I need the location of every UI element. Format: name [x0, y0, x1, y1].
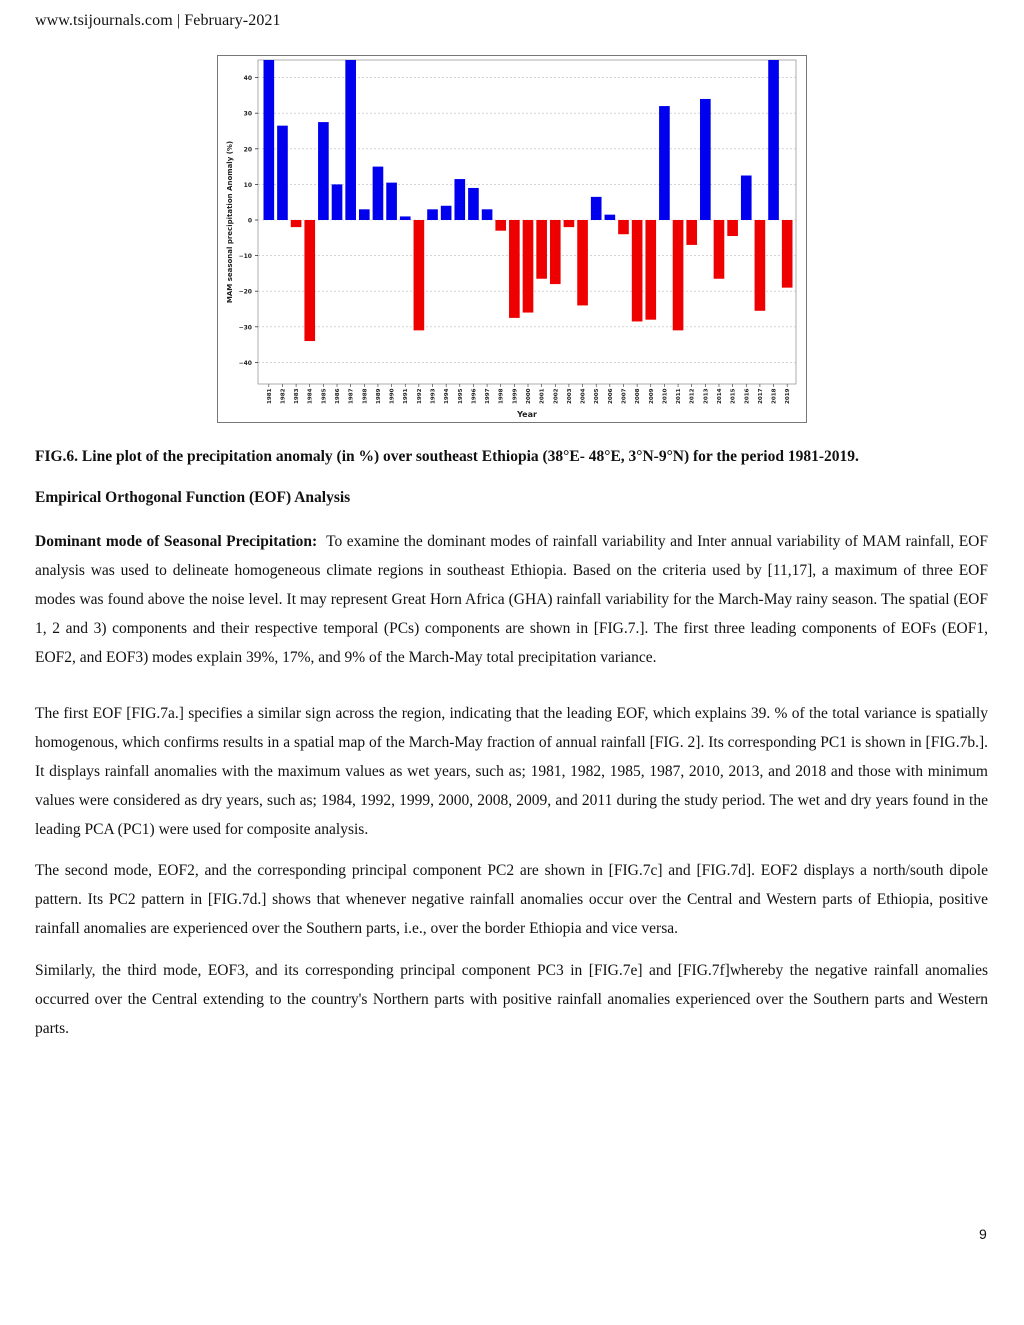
bar-1993	[427, 209, 438, 220]
chart-svg	[218, 56, 806, 422]
x-tick-label: 1991	[403, 388, 410, 404]
bar-1983	[291, 220, 302, 227]
bar-2012	[686, 220, 697, 245]
x-tick-label: 2008	[635, 388, 642, 404]
bar-1988	[359, 209, 370, 220]
x-tick-label: 1981	[266, 388, 273, 404]
bar-2008	[632, 220, 643, 321]
y-tick-label: 10	[243, 181, 252, 189]
bar-1989	[373, 167, 384, 220]
x-tick-label: 2007	[621, 388, 628, 404]
y-tick-label: −20	[238, 288, 252, 296]
bar-2001	[536, 220, 547, 279]
paragraph-second-mode: The second mode, EOF2, and the corresponding principal component PC2 are shown in [FIG.7c] and [FIG.7d]. EOF2 displays a north/south dipole pattern. Its PC2 pattern in [FIG.7d.] shows that whenever negative rainfall anomalies occur over the Central and Western parts of Ethiopia, positive rainfall anomalies are experienced over the Southern parts, i.e., over the border Ethiopia and vice versa.	[35, 862, 988, 937]
y-tick-label: 0	[247, 217, 252, 225]
x-tick-label: 2009	[648, 388, 655, 404]
bar-1981	[264, 60, 275, 220]
x-tick-label: 2013	[703, 388, 710, 404]
y-tick-label: −10	[238, 253, 252, 261]
bar-1991	[400, 216, 411, 220]
x-tick-label: 2018	[771, 388, 778, 404]
paragraph-dominant-mode	[35, 527, 988, 672]
bar-2005	[591, 197, 602, 220]
bar-2002	[550, 220, 561, 284]
x-tick-label: 1999	[512, 388, 519, 404]
x-tick-label: 1990	[389, 388, 396, 404]
bar-1997	[482, 209, 493, 220]
x-tick-label: 2015	[730, 388, 737, 404]
x-tick-label: 1986	[335, 388, 342, 404]
bar-2000	[523, 220, 534, 313]
x-tick-label: 2017	[757, 388, 764, 404]
page-header: www.tsijournals.com | February-2021	[35, 12, 281, 29]
x-tick-label: 1998	[498, 388, 505, 404]
bar-2015	[727, 220, 738, 236]
x-tick-label: 2019	[785, 388, 792, 404]
bar-2010	[659, 106, 670, 220]
x-tick-label: 2001	[539, 388, 546, 404]
x-tick-label: 1988	[362, 388, 369, 404]
bar-2003	[564, 220, 575, 227]
x-axis-label: Year	[517, 410, 537, 419]
bar-1999	[509, 220, 520, 318]
x-tick-label: 1985	[321, 388, 328, 404]
bar-2011	[673, 220, 684, 330]
bar-1990	[386, 183, 397, 220]
x-tick-label: 2006	[607, 388, 614, 404]
page-number: 9	[979, 1226, 987, 1242]
bar-1994	[441, 206, 452, 220]
bar-2019	[782, 220, 793, 288]
x-tick-label: 2002	[553, 388, 560, 404]
paragraph-body: To examine the dominant modes of rainfall variability and Inter annual variability of MAM rainfall, EOF analysis was used to delineate homogeneous climate regions in southeast Ethiopia. Based on the criteria used by [11,17], a maximum of three EOF modes was found above the noise level. It may represent Great Horn Africa (GHA) rainfall variability for the March-May rainy season. The spatial (EOF 1, 2 and 3) components and their respective temporal (PCs) components are shown in [FIG.7.]. The first three leading components of EOFs (EOF1, EOF2, and EOF3) modes explain 39%, 17%, and 9% of the March-May total precipitation variance.	[35, 533, 988, 666]
x-tick-label: 2000	[526, 388, 532, 404]
bar-2018	[768, 60, 779, 220]
bar-1985	[318, 122, 329, 220]
x-tick-label: 1989	[375, 388, 382, 404]
bar-1992	[414, 220, 425, 330]
x-tick-label: 1992	[416, 388, 423, 404]
y-tick-label: −30	[238, 324, 252, 332]
bar-2006	[605, 215, 616, 220]
x-tick-label: 1994	[444, 388, 451, 404]
bar-1984	[304, 220, 315, 341]
paragraph-lead: Dominant mode of Seasonal Precipitation:	[35, 533, 318, 550]
x-tick-label: 1984	[307, 388, 314, 404]
bar-1986	[332, 184, 343, 220]
section-title: Empirical Orthogonal Function (EOF) Analysis	[35, 489, 351, 506]
bar-1982	[277, 126, 288, 220]
bar-2013	[700, 99, 711, 220]
x-tick-label: 1983	[294, 388, 301, 404]
bar-1998	[495, 220, 506, 231]
x-tick-label: 2003	[566, 388, 573, 404]
x-tick-label: 2005	[594, 388, 601, 404]
y-axis-label: MAM seasonal precipitation Anomaly (%)	[226, 140, 234, 304]
x-tick-label: 1997	[485, 388, 492, 404]
x-tick-label: 2014	[716, 388, 723, 404]
x-tick-label: 1993	[430, 388, 437, 404]
x-tick-label: 2010	[662, 388, 669, 404]
x-tick-label: 2011	[676, 388, 683, 404]
x-tick-label: 1982	[280, 388, 287, 404]
x-tick-label: 1987	[348, 388, 355, 404]
y-tick-label: 40	[243, 75, 252, 83]
precipitation-anomaly-chart	[217, 55, 807, 423]
x-tick-label: 1995	[457, 388, 464, 404]
bar-2007	[618, 220, 629, 234]
x-tick-label: 2004	[580, 388, 587, 404]
bar-2017	[755, 220, 766, 311]
bar-1996	[468, 188, 479, 220]
figure-caption: FIG.6. Line plot of the precipitation anomaly (in %) over southeast Ethiopia (38°E- 48°E, 3°N-9°N) for the period 1981-2019.	[35, 448, 859, 465]
x-tick-label: 1996	[471, 388, 478, 404]
paragraph-third-mode: Similarly, the third mode, EOF3, and its corresponding principal component PC3 in [FIG.7e] and [FIG.7f]whereby the negative rainfall anomalies occurred over the Central extending to the country's Northern parts with positive rainfall anomalies experienced over the Southern parts and Western parts.	[35, 962, 988, 1037]
bar-2004	[577, 220, 588, 305]
y-tick-label: 30	[243, 110, 252, 118]
y-tick-label: −40	[238, 359, 252, 367]
bar-1987	[345, 60, 356, 220]
y-tick-label: 20	[243, 146, 252, 154]
bar-1995	[454, 179, 465, 220]
bar-2014	[714, 220, 725, 279]
bar-2016	[741, 176, 752, 221]
x-tick-label: 2012	[689, 388, 696, 404]
x-tick-label: 2016	[744, 388, 751, 404]
paragraph-first-eof: The first EOF [FIG.7a.] specifies a similar sign across the region, indicating that the leading EOF, which explains 39. % of the total variance is spatially homogenous, which confirms results in a spatial map of the March-May fraction of annual rainfall [FIG. 2]. Its corresponding PC1 is shown in [FIG.7b.]. It displays rainfall anomalies with the maximum values as wet years, such as; 1981, 1982, 1985, 1987, 2010, 2013, and 2018 and those with minimum values were considered as dry years, such as; 1984, 1992, 1999, 2000, 2008, 2009, and 2011 during the study period. The wet and dry years found in the leading PCA (PC1) were used for composite analysis.	[35, 705, 988, 838]
bar-2009	[645, 220, 656, 320]
